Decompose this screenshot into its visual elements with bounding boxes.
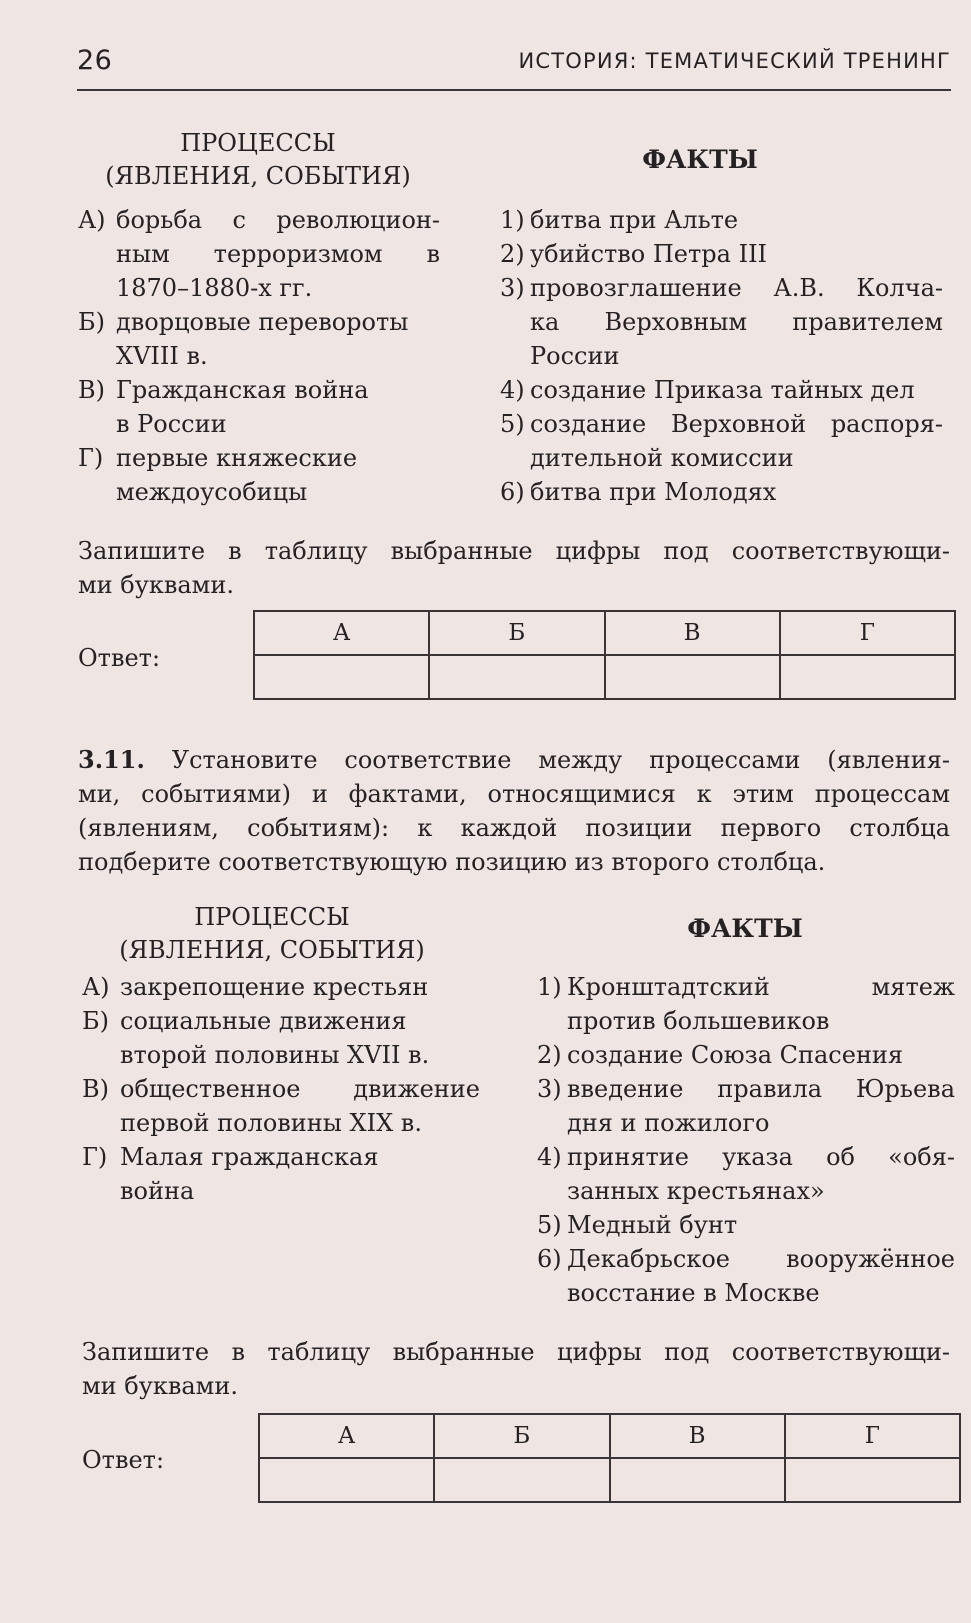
- item-text: [120, 970, 480, 1004]
- item-line: второй половины XVII в.: [120, 1041, 430, 1069]
- item-letter: А): [82, 973, 110, 1001]
- task1-answer-label: Ответ:: [78, 644, 161, 672]
- item-number: 1): [500, 206, 525, 234]
- item-text: [530, 407, 943, 475]
- answer-header-a: А: [259, 1414, 434, 1458]
- task1-fact-item: [500, 407, 943, 475]
- item-line: первой половины XIX в.: [120, 1109, 422, 1137]
- task1-facts-list: [500, 203, 943, 509]
- answer-header-b: Б: [434, 1414, 609, 1458]
- answer-input-row: [254, 655, 955, 699]
- item-number: 2): [537, 1041, 562, 1069]
- item-number: 5): [537, 1211, 562, 1239]
- task2-left-heading-line1: ПРОЦЕССЫ: [194, 903, 350, 931]
- item-line: Медный бунт: [567, 1211, 738, 1239]
- task2-right-column-heading: ФАКТЫ: [687, 914, 803, 943]
- item-text: [120, 1072, 480, 1140]
- item-line: дительной комиссии: [530, 444, 794, 472]
- task2-processes-list: [82, 970, 480, 1208]
- task2-fact-item: [537, 970, 955, 1038]
- answer-cell-v[interactable]: [605, 655, 780, 699]
- item-text: [530, 237, 943, 271]
- answer-header-v: В: [610, 1414, 785, 1458]
- item-line: ным терроризмом в: [116, 240, 440, 268]
- item-line: создание Союза Спасения: [567, 1041, 904, 1069]
- task1-process-item: [78, 441, 440, 509]
- item-number: 4): [500, 376, 525, 404]
- item-text: [116, 373, 440, 441]
- answer-header-a: А: [254, 611, 429, 655]
- task1-left-heading-line1: ПРОЦЕССЫ: [180, 129, 336, 157]
- answer-header-g: Г: [785, 1414, 960, 1458]
- answer-cell-b[interactable]: [434, 1458, 609, 1502]
- item-line: создание Приказа тайных дел: [530, 376, 915, 404]
- task2-fact-item: [537, 1038, 955, 1072]
- item-number: 6): [500, 478, 525, 506]
- item-text: [567, 1072, 955, 1140]
- item-line: занных крестьянах»: [567, 1177, 825, 1205]
- item-line: битва при Молодях: [530, 478, 777, 506]
- item-line: Декабрьское вооружённое: [567, 1245, 955, 1273]
- answer-header-b: Б: [429, 611, 604, 655]
- task1-process-item: [78, 305, 440, 373]
- task2-fact-item: [537, 1208, 955, 1242]
- statement-line: (явлениям, событиям): к каждой позиции первого столбца: [78, 814, 950, 842]
- answer-header-row: [254, 611, 955, 655]
- item-line: дворцовые перевороты: [116, 308, 409, 336]
- item-letter: А): [78, 206, 106, 234]
- task2-process-item: [82, 1140, 480, 1208]
- item-text: [530, 271, 943, 373]
- instruction-line: ми буквами.: [78, 571, 234, 599]
- answer-header-row: [259, 1414, 960, 1458]
- item-line: дня и пожилого: [567, 1109, 770, 1137]
- task2-statement: [78, 743, 950, 879]
- instruction-line: Запишите в таблицу выбранные цифры под соответствующи-: [78, 537, 950, 565]
- task1-processes-list: [78, 203, 440, 509]
- task1-fact-item: [500, 373, 943, 407]
- item-text: [116, 203, 440, 305]
- task2-fact-item: [537, 1072, 955, 1140]
- task1-answer-table: [253, 610, 956, 700]
- item-number: 3): [537, 1075, 562, 1103]
- answer-cell-v[interactable]: [610, 1458, 785, 1502]
- task1-fact-item: [500, 475, 943, 509]
- item-line: ка Верховным правителем: [530, 308, 943, 336]
- answer-header-v: В: [605, 611, 780, 655]
- task1-right-column-heading: ФАКТЫ: [642, 145, 758, 174]
- answer-cell-a[interactable]: [254, 655, 429, 699]
- item-number: 4): [537, 1143, 562, 1171]
- item-text: [116, 441, 440, 509]
- task2-instruction: [82, 1335, 950, 1403]
- item-line: закрепощение крестьян: [120, 973, 429, 1001]
- task1-left-heading-line2: (ЯВЛЕНИЯ, СОБЫТИЯ): [105, 162, 411, 190]
- item-letter: В): [78, 376, 105, 404]
- header-divider: [77, 89, 951, 91]
- page-number: 26: [77, 45, 113, 76]
- instruction-line: ми буквами.: [82, 1372, 238, 1400]
- item-line: XVIII в.: [116, 342, 208, 370]
- task2-process-item: [82, 970, 480, 1004]
- task1-fact-item: [500, 271, 943, 373]
- item-line: первые княжеские: [116, 444, 358, 472]
- statement-line: подберите соответствующую позицию из второго столбца.: [78, 848, 826, 876]
- task2-facts-list: [537, 970, 955, 1310]
- item-text: [120, 1140, 480, 1208]
- task2-process-item: [82, 1072, 480, 1140]
- task1-instruction: [78, 534, 950, 602]
- item-line: война: [120, 1177, 195, 1205]
- item-letter: Г): [82, 1143, 108, 1171]
- item-letter: В): [82, 1075, 109, 1103]
- item-line: междоусобицы: [116, 478, 308, 506]
- statement-line: [78, 743, 950, 777]
- item-text: [567, 1242, 955, 1310]
- item-line: социальные движения: [120, 1007, 407, 1035]
- item-line: Гражданская война: [116, 376, 369, 404]
- item-line: битва при Альте: [530, 206, 739, 234]
- item-letter: Б): [78, 308, 105, 336]
- item-letter: Г): [78, 444, 104, 472]
- item-text: [530, 373, 943, 407]
- item-line: против большевиков: [567, 1007, 830, 1035]
- item-number: 2): [500, 240, 525, 268]
- running-title: ИСТОРИЯ: ТЕМАТИЧЕСКИЙ ТРЕНИНГ: [518, 49, 951, 73]
- item-text: [530, 475, 943, 509]
- task2-left-heading-line2: (ЯВЛЕНИЯ, СОБЫТИЯ): [119, 936, 425, 964]
- item-number: 6): [537, 1245, 562, 1273]
- item-line: убийство Петра III: [530, 240, 768, 268]
- item-line: введение правила Юрьева: [567, 1075, 955, 1103]
- item-line: борьба с революцион-: [116, 206, 440, 234]
- item-text: [116, 305, 440, 373]
- task1-fact-item: [500, 237, 943, 271]
- item-number: 3): [500, 274, 525, 302]
- answer-cell-b[interactable]: [429, 655, 604, 699]
- item-text: [530, 203, 943, 237]
- item-text: [567, 1140, 955, 1208]
- task2-answer-table: [258, 1413, 961, 1503]
- answer-header-g: Г: [780, 611, 955, 655]
- item-number: 1): [537, 973, 562, 1001]
- task2-answer-label: Ответ:: [82, 1446, 165, 1474]
- item-line: общественное движение: [120, 1075, 480, 1103]
- item-line: России: [530, 342, 620, 370]
- item-line: создание Верховной распоря-: [530, 410, 943, 438]
- answer-cell-g[interactable]: [785, 1458, 960, 1502]
- item-letter: Б): [82, 1007, 109, 1035]
- item-text: [567, 1038, 955, 1072]
- task2-process-item: [82, 1004, 480, 1072]
- task1-process-item: [78, 373, 440, 441]
- item-line: Малая гражданская: [120, 1143, 379, 1171]
- task2-fact-item: [537, 1242, 955, 1310]
- task1-fact-item: [500, 203, 943, 237]
- task-number: 3.11.: [78, 745, 145, 774]
- item-text: [120, 1004, 480, 1072]
- answer-cell-g[interactable]: [780, 655, 955, 699]
- item-text: [567, 1208, 955, 1242]
- item-line: 1870–1880-х гг.: [116, 274, 313, 302]
- item-line: провозглашение А.В. Колча-: [530, 274, 943, 302]
- item-line: Кронштадтский мятеж: [567, 973, 955, 1001]
- item-line: принятие указа об «обя-: [567, 1143, 955, 1171]
- task1-process-item: [78, 203, 440, 305]
- task1-left-column-heading: [78, 127, 438, 193]
- statement-text: Установите соответствие между процессами (явления-: [171, 746, 950, 774]
- instruction-line: Запишите в таблицу выбранные цифры под соответствующи-: [82, 1338, 950, 1366]
- answer-input-row: [259, 1458, 960, 1502]
- item-number: 5): [500, 410, 525, 438]
- task2-left-column-heading: [82, 901, 462, 967]
- task2-fact-item: [537, 1140, 955, 1208]
- item-line: восстание в Москве: [567, 1279, 820, 1307]
- answer-cell-a[interactable]: [259, 1458, 434, 1502]
- item-line: в России: [116, 410, 227, 438]
- statement-line: ми, событиями) и фактами, относящимися к этим процессам: [78, 780, 950, 808]
- item-text: [567, 970, 955, 1038]
